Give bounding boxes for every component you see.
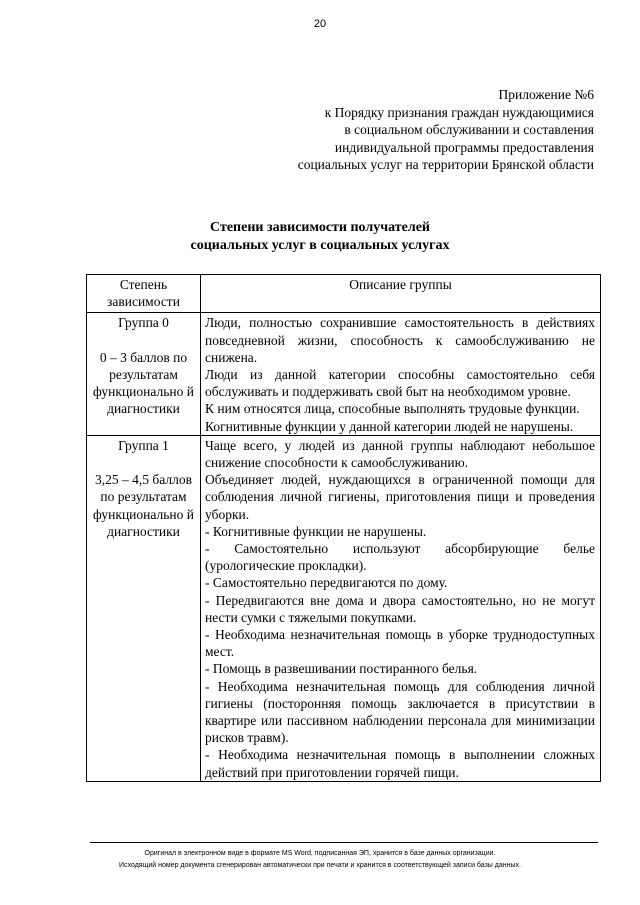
description-paragraph: - Когнитивные функции не нарушены.	[205, 523, 427, 539]
description-paragraph: Люди, полностью сохранившие самостоятельность в действиях повседневной жизни, способность к самообслуживанию не снижена.	[205, 315, 595, 365]
appendix-header	[298, 86, 594, 174]
footer-line: Оригинал в электронном виде в формате MS Word, подписанная ЭП, хранится в базе данных организации.	[144, 850, 496, 857]
description-paragraph: - Необходима незначительная помощь в выполнении сложных действий при приготовлении горячей пищи.	[205, 747, 595, 780]
description-paragraph: - Необходима незначительная помощь в уборке труднодоступных мест.	[205, 627, 595, 660]
appendix-line: к Порядку признания граждан нуждающимися	[324, 104, 594, 120]
description-paragraph: Объединяет людей, нуждающихся в ограниченной помощи для соблюдения личной гигиены, приготовления пищи и проведения уборки.	[205, 472, 595, 522]
table-row	[87, 313, 601, 435]
group-name: Группа 0	[118, 315, 169, 331]
description-paragraph: Когнитивные функции у данной категории людей не нарушены.	[205, 418, 574, 434]
description-paragraph: - Передвигаются вне дома и двора самостоятельно, но не могут нести сумки с тяжелыми покупками.	[205, 592, 595, 625]
description-paragraph: Люди из данной категории способны самостоятельно себя обслуживать и поддерживать свой быт на необходимом уровне.	[205, 367, 595, 400]
page-number: 20	[313, 18, 327, 30]
footer-line: Исходящий номер документа сгенерирован автоматически при печати и хранится в соответствующей записи базы данных.	[119, 861, 521, 869]
footer-divider	[90, 842, 598, 843]
appendix-line: в социальном обслуживании и составления	[344, 122, 594, 137]
description-paragraph: - Необходима незначительная помощь для соблюдения личной гигиены (посторонняя помощь заключается в присутствии в квартире или пассивном наблюдении персонала для минимизации рисков травм).	[205, 678, 595, 746]
group-cell	[87, 313, 201, 435]
description-paragraph: К ним относятся лица, способные выполнять трудовые функции.	[205, 401, 580, 417]
description-paragraph: - Самостоятельно используют абсорбирующие белье (урологические прокладки).	[205, 541, 595, 574]
footer-note	[0, 848, 640, 871]
column-header-degree: Степень зависимости	[87, 275, 201, 313]
table-row	[87, 435, 601, 781]
appendix-line: Приложение №6	[498, 87, 594, 102]
description-cell	[201, 313, 601, 435]
title-line: социальных услуг в социальных услугах	[190, 238, 450, 253]
column-header-description: Описание группы	[201, 275, 601, 313]
group-cell	[87, 435, 201, 781]
dependency-groups-table	[86, 274, 601, 782]
description-paragraph: - Помощь в развешивании постиранного белья.	[205, 661, 478, 677]
group-score: 3,25 – 4,5 баллов по результатам функционально й диагностики	[93, 472, 194, 539]
description-paragraph: - Самостоятельно передвигаются по дому.	[205, 575, 448, 591]
description-cell	[201, 435, 601, 781]
appendix-line: индивидуальной программы предоставления	[334, 139, 594, 155]
group-name: Группа 1	[118, 437, 169, 453]
appendix-line: социальных услуг на территории Брянской области	[297, 157, 594, 172]
description-paragraph: Чаще всего, у людей из данной группы наблюдают небольшое снижение способности к самообслуживанию.	[205, 437, 595, 471]
document-title	[0, 219, 640, 255]
title-line: Степени зависимости получателей	[210, 220, 430, 235]
table-header-row	[87, 275, 601, 313]
group-score: 0 – 3 баллов по результатам функционально й диагностики	[93, 349, 194, 417]
